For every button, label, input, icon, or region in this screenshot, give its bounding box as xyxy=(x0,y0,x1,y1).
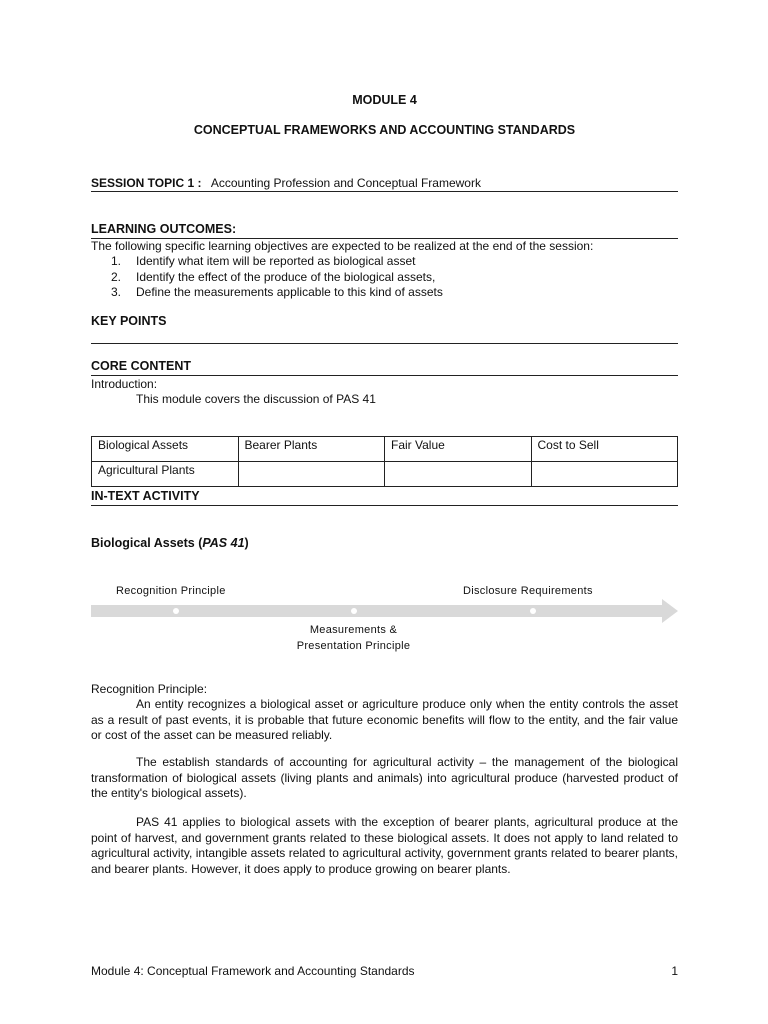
paragraph: An entity recognizes a biological asset or agriculture produce only when the entity controls the asset as a result of past events, it is probable that future economic benefits will flow to the entity, and the fair value or cost of the asset can be measured reliably. xyxy=(91,697,678,742)
divider xyxy=(91,505,678,506)
list-item: 3. Define the measurements applicable to this kind of assets xyxy=(111,285,443,299)
module-number: MODULE 4 xyxy=(352,93,417,107)
core-content-heading: CORE CONTENT xyxy=(91,359,191,373)
paragraph: PAS 41 applies to biological assets with the exception of bearer plants, agricultural produce at the point of harvest, and government grants related to these biological assets. It does not apply to land related to agricultural activity, intangible assets related to agricultural activity, government grants related to bearer plants, and bearer plants. However, it does apply to produce growing on bearer plants. xyxy=(91,815,678,876)
terms-table xyxy=(91,436,678,487)
session-topic-value: Accounting Profession and Conceptual Framework xyxy=(210,176,481,190)
table-cell xyxy=(385,462,532,487)
session-topic-row xyxy=(91,176,481,190)
table-cell: Biological Assets xyxy=(92,437,239,462)
timeline-dot xyxy=(173,608,179,614)
introduction-text: This module covers the discussion of PAS 41 xyxy=(136,392,376,406)
document-title: CONCEPTUAL FRAMEWORKS AND ACCOUNTING STANDARDS xyxy=(193,123,576,137)
arrow-shape xyxy=(91,599,678,623)
timeline-label-disclosure: Disclosure Requirements xyxy=(463,585,593,597)
introduction-label: Introduction: xyxy=(91,377,158,391)
in-text-activity-heading: IN-TEXT ACTIVITY xyxy=(91,489,200,503)
table-row xyxy=(92,462,678,487)
key-points-heading: KEY POINTS xyxy=(91,314,167,328)
table-cell: Agricultural Plants xyxy=(92,462,239,487)
learning-outcomes-heading: LEARNING OUTCOMES: xyxy=(91,222,237,236)
recognition-label: Recognition Principle: xyxy=(91,682,208,696)
document-page xyxy=(91,0,678,1024)
timeline-label-recognition: Recognition Principle xyxy=(116,585,226,597)
footer-text: Module 4: Conceptual Framework and Accounting Standards xyxy=(91,964,415,978)
divider xyxy=(91,343,678,344)
page-number: 1 xyxy=(671,964,678,978)
timeline-dot xyxy=(351,608,357,614)
divider xyxy=(91,191,678,192)
learning-outcomes-intro: The following specific learning objectives are expected to be realized at the end of the session: xyxy=(91,239,594,253)
biological-assets-heading: Biological Assets (PAS 41) xyxy=(91,536,249,550)
page-footer xyxy=(91,964,678,978)
list-item: 2. Identify the effect of the produce of the biological assets, xyxy=(111,270,436,284)
list-item: 1. Identify what item will be reported as biological asset xyxy=(111,254,416,268)
table-cell: Fair Value xyxy=(385,437,532,462)
table-cell: Bearer Plants xyxy=(238,437,385,462)
session-topic-label: SESSION TOPIC 1 : xyxy=(91,176,202,190)
divider xyxy=(91,375,678,376)
table-cell xyxy=(531,462,678,487)
timeline-label-measurements: Measurements & Presentation Principle xyxy=(296,624,411,652)
table-cell: Cost to Sell xyxy=(531,437,678,462)
table-cell xyxy=(238,462,385,487)
timeline-dot xyxy=(530,608,536,614)
paragraph: The establish standards of accounting for agricultural activity – the management of the biological transformation of biological assets (living plants and animals) into agricultural produce (harvested product of the entity's biological assets). xyxy=(91,755,678,800)
table-row xyxy=(92,437,678,462)
